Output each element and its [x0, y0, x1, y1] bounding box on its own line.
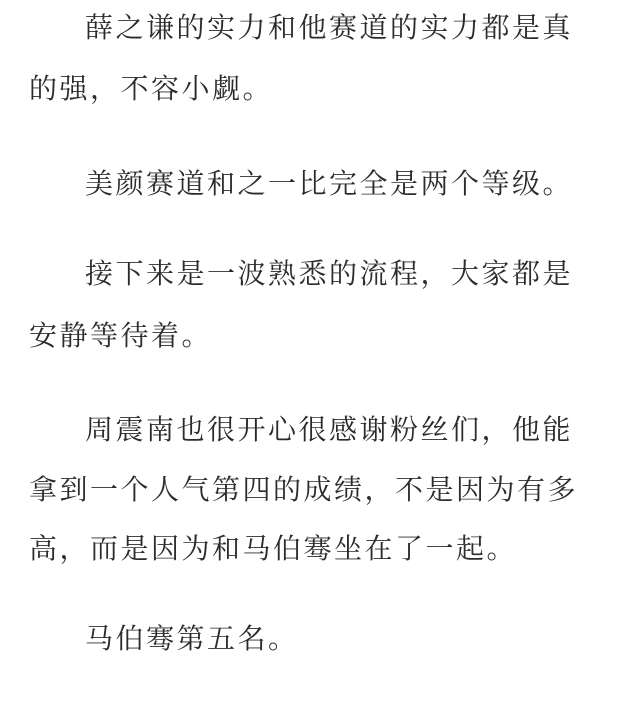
paragraph-4-line-3: 高，而是因为和马伯骞坐在了一起。	[29, 532, 518, 565]
paragraph-5-line-1: 马伯骞第五名。	[85, 622, 299, 655]
paragraph-4-line-1: 周震南也很开心很感谢粉丝们，他能	[85, 413, 574, 446]
paragraph-2-line-1: 美颜赛道和之一比完全是两个等级。	[85, 167, 574, 200]
paragraph-1-line-1: 薛之谦的实力和他赛道的实力都是真	[85, 11, 574, 44]
paragraph-3-line-1: 接下来是一波熟悉的流程，大家都是	[85, 257, 574, 290]
paragraph-4-line-2: 拿到一个人气第四的成绩，不是因为有多	[29, 473, 579, 506]
paragraph-1-line-2: 的强，不容小觑。	[29, 72, 274, 105]
paragraph-3-line-2: 安静等待着。	[29, 319, 213, 352]
